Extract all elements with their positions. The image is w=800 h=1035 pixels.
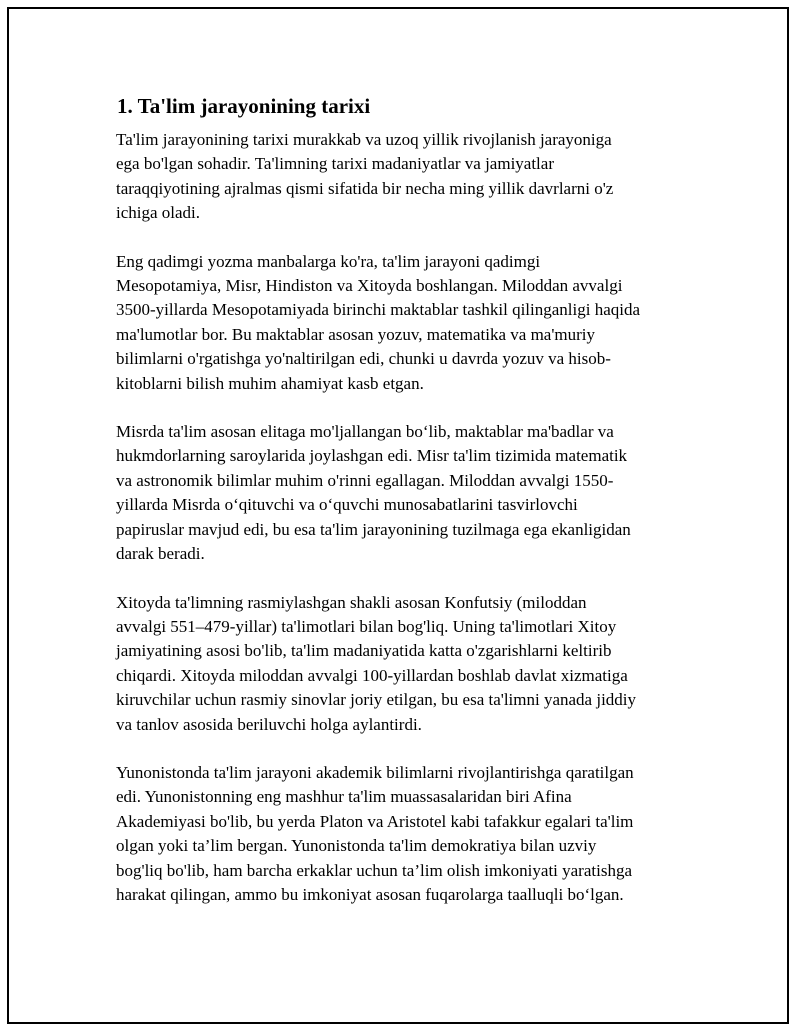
paragraph-line: yillarda Misrda o‘qituvchi va o‘quvchi munosabatlarini tasvirlovchi: [116, 495, 578, 515]
paragraph-china: [116, 591, 684, 737]
paragraph-line: 3500-yillarda Mesopotamiyada birinchi maktablar tashkil qilinganligi haqida: [116, 300, 641, 320]
paragraph-egypt: [116, 420, 684, 566]
paragraph-line: va astronomik bilimlar muhim o'rinni egallagan. Miloddan avvalgi 1550-: [116, 470, 614, 490]
paragraph-line: darak beradi.: [116, 544, 205, 564]
paragraph-line: olgan yoki ta’lim bergan. Yunonistonda ta'lim demokratiya bilan uzviy: [116, 836, 597, 856]
document-body: [116, 92, 684, 931]
paragraph-greece: [116, 761, 684, 907]
paragraph-line: bilimlarni o'rgatishga yo'naltirilgan edi, chunki u davrda yozuv va hisob-: [116, 349, 611, 369]
paragraph-line: jamiyatining asosi bo'lib, ta'lim madaniyatida katta o'zgarishlarni keltirib: [116, 641, 612, 661]
paragraph-line: kiruvchilar uchun rasmiy sinovlar joriy etilgan, bu esa ta'limni yanada jiddiy: [116, 690, 637, 710]
paragraph-line: kitoblarni bilish muhim ahamiyat kasb etgan.: [116, 373, 424, 393]
paragraph-line: avvalgi 551–479-yillar) ta'limotlari bilan bog'liq. Uning ta'limotlari Xitoy: [116, 616, 617, 636]
paragraph-line: va tanlov asosida beriluvchi holga aylantirdi.: [116, 714, 422, 734]
paragraph-line: Yunonistonda ta'lim jarayoni akademik bilimlarni rivojlantirishga qaratilgan: [116, 762, 634, 782]
paragraph-line: harakat qilingan, ammo bu imkoniyat asosan fuqarolarga taalluqli bo‘lgan.: [116, 884, 624, 904]
paragraph-line: edi. Yunonistonning eng mashhur ta'lim muassasalaridan biri Afina: [116, 787, 572, 807]
paragraph-line: Xitoyda ta'limning rasmiylashgan shakli asosan Konfutsiy (miloddan: [116, 592, 587, 612]
paragraph-line: Mesopotamiya, Misr, Hindiston va Xitoyda boshlangan. Miloddan avvalgi: [116, 276, 623, 296]
paragraph-line: bog'liq bo'lib, ham barcha erkaklar uchun ta’lim olish imkoniyati yaratishga: [116, 860, 632, 880]
paragraph-line: papiruslar mavjud edi, bu esa ta'lim jarayonining tuzilmaga ega ekanligidan: [116, 519, 631, 539]
paragraph-line: chiqardi. Xitoyda miloddan avvalgi 100-yillardan boshlab davlat xizmatiga: [116, 665, 628, 685]
section-title: 1. Ta'lim jarayonining tarixi: [117, 94, 371, 118]
paragraph-line: ega bo'lgan sohadir. Ta'limning tarixi madaniyatlar va jamiyatlar: [116, 154, 554, 174]
paragraph-line: taraqqiyotining ajralmas qismi sifatida bir necha ming yillik davrlarni o'z: [116, 178, 614, 198]
paragraph-line: Eng qadimgi yozma manbalarga ko'ra, ta'lim jarayoni qadimgi: [116, 251, 541, 271]
paragraph-ancient-sources: [116, 250, 684, 396]
paragraph-line: Ta'lim jarayonining tarixi murakkab va uzoq yillik rivojlanish jarayoniga: [116, 130, 612, 149]
paragraph-intro: [116, 128, 684, 226]
paragraph-line: Misrda ta'lim asosan elitaga mo'ljallangan bo‘lib, maktablar ma'badlar va: [116, 422, 614, 442]
paragraph-line: Akademiyasi bo'lib, bu yerda Platon va Aristotel kabi tafakkur egalari ta'lim: [116, 811, 634, 831]
paragraph-line: ichiga oladi.: [116, 203, 201, 223]
paragraph-line: ma'lumotlar bor. Bu maktablar asosan yozuv, matematika va ma'muriy: [116, 324, 596, 344]
paragraph-line: hukmdorlarning saroylarida joylashgan edi. Misr ta'lim tizimida matematik: [116, 446, 628, 466]
